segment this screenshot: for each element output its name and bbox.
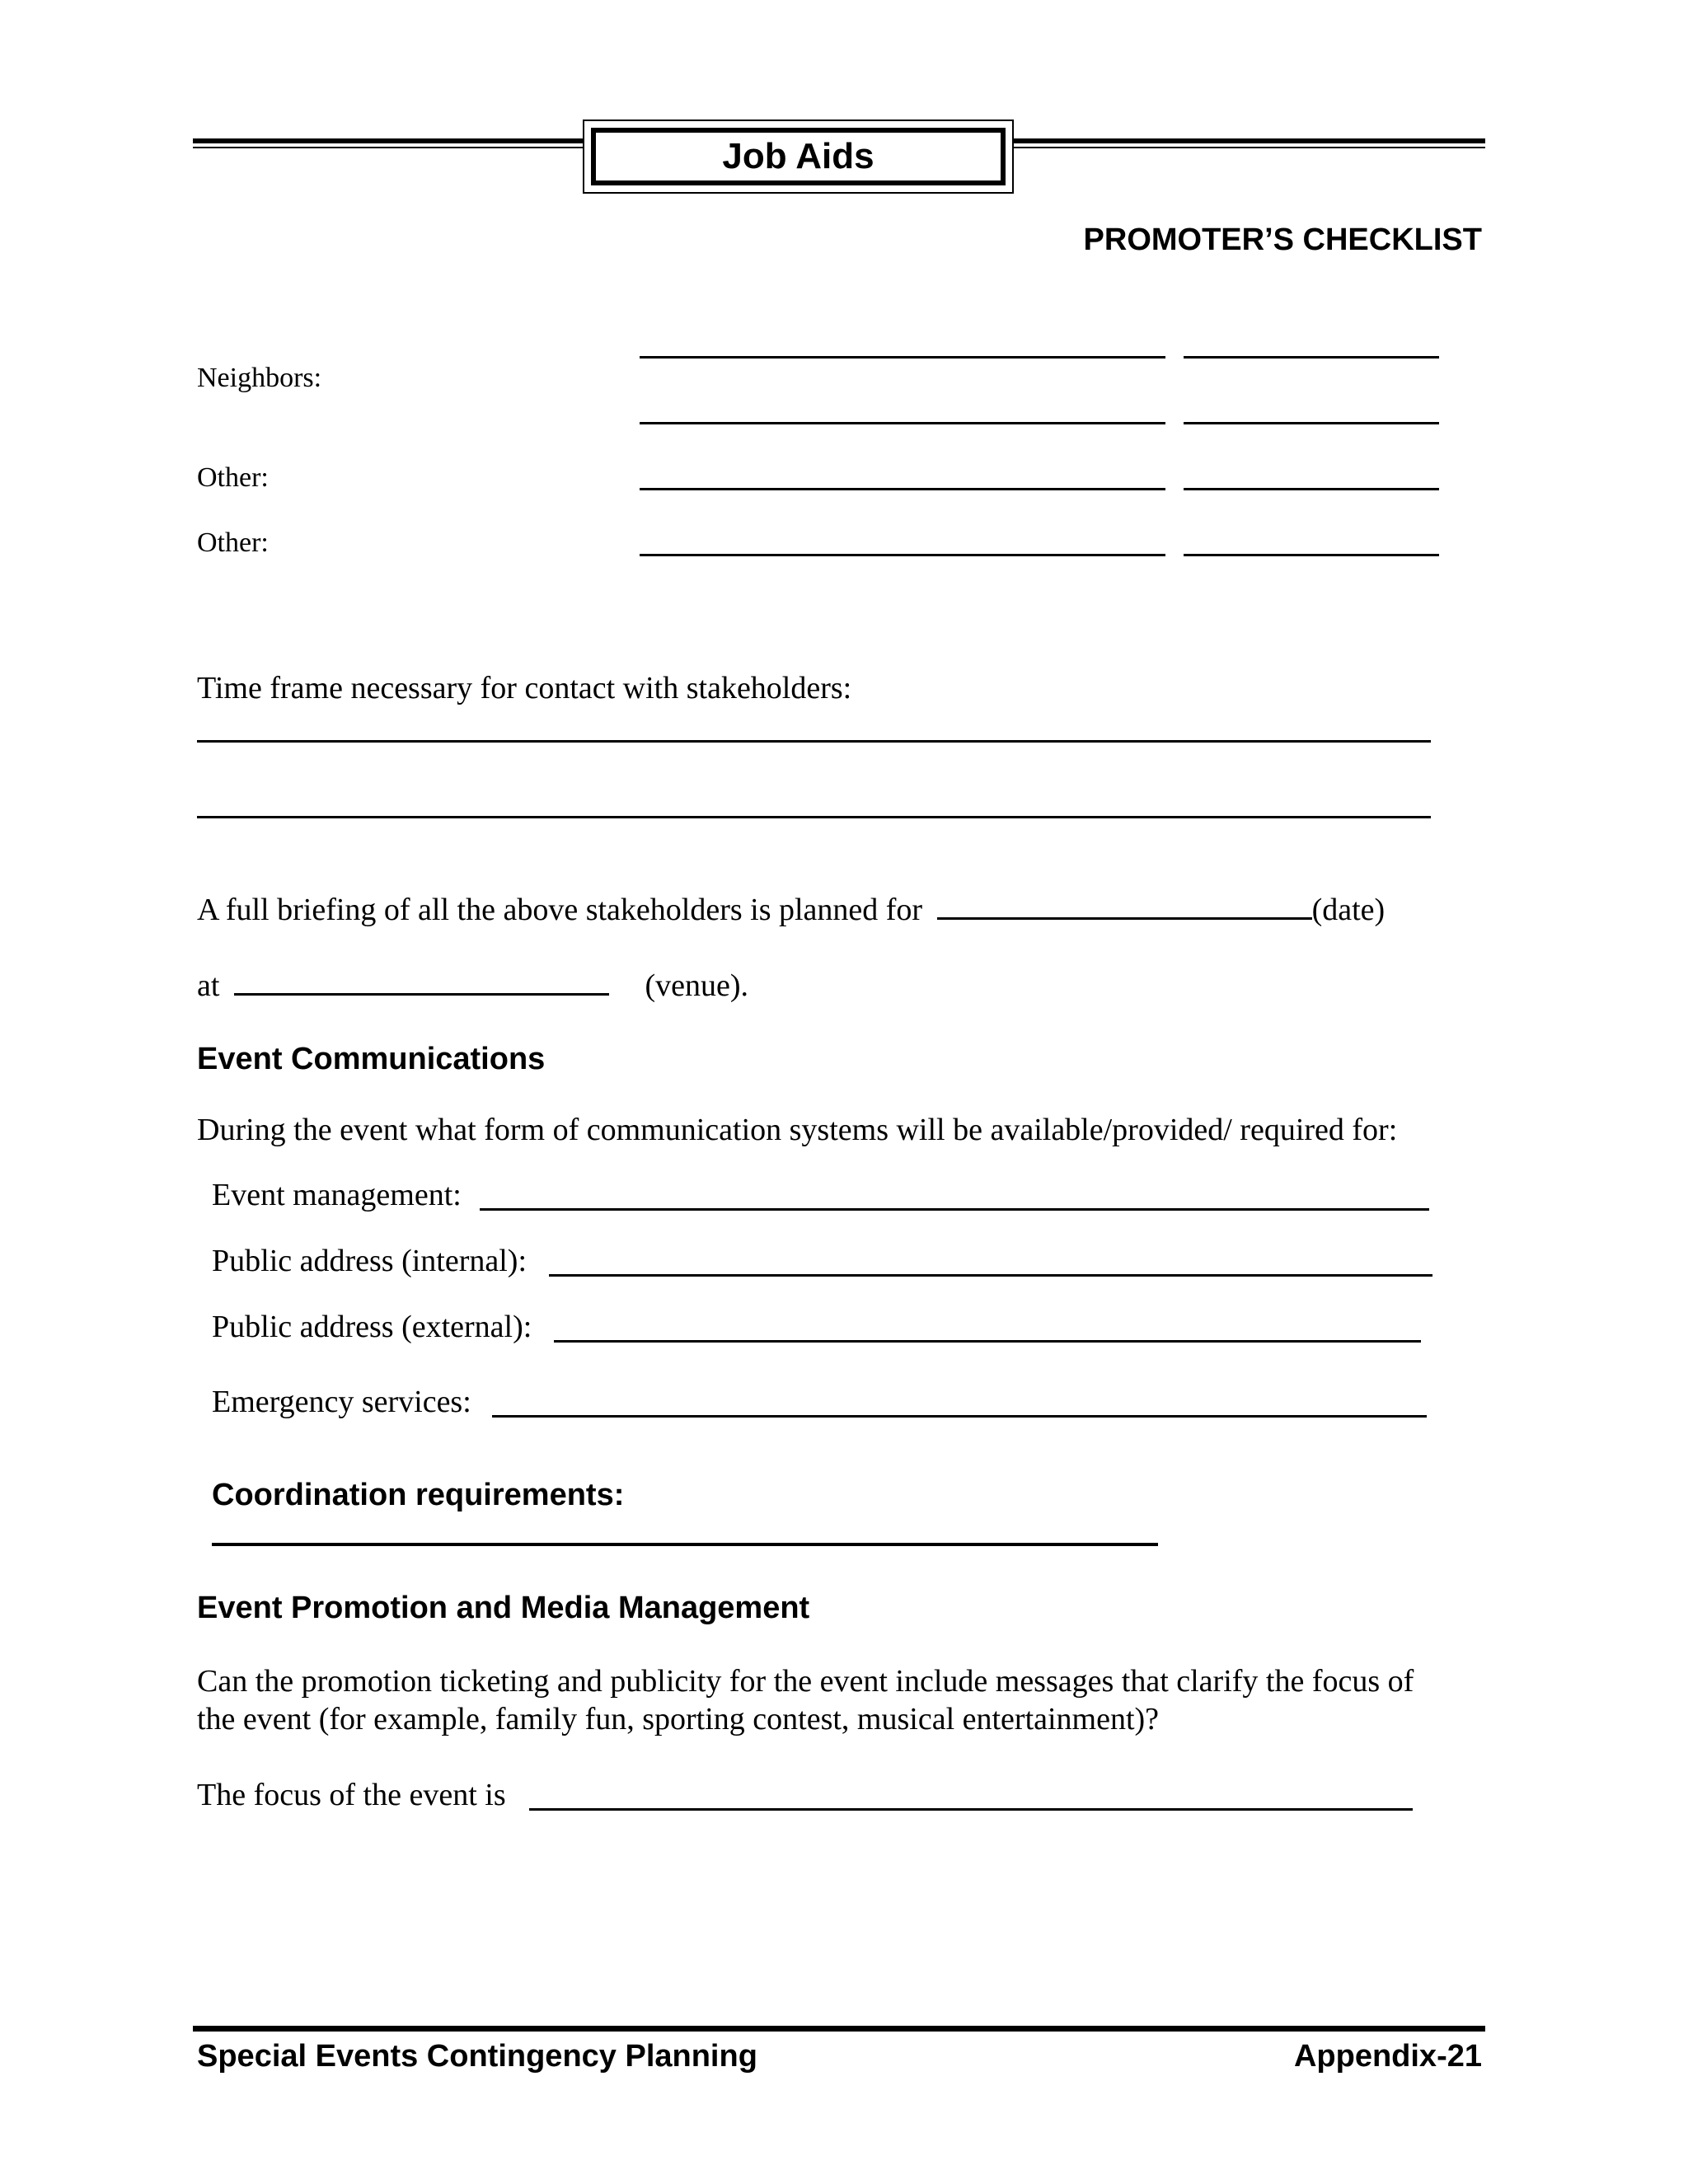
coordination-heading: Coordination requirements: [212,1478,625,1512]
pa-external-field[interactable] [554,1340,1421,1343]
other-label-1: Other: [197,462,269,493]
communications-intro: During the event what form of communication systems will be available/provided/ required for: [197,1113,1398,1147]
event-management-field[interactable] [480,1208,1429,1211]
briefing-text: A full briefing of all the above stakeholders is planned for [197,893,923,927]
pa-internal-label: Public address (internal): [212,1244,528,1278]
other-1-name-line[interactable] [640,488,1165,490]
header-rule-left-thin [193,147,583,148]
event-promotion-heading: Event Promotion and Media Management [197,1591,810,1625]
section-tab-title: Job Aids [591,128,1006,185]
other-label-2: Other: [197,527,269,558]
promotion-question-line-2: the event (for example, family fun, sporting contest, musical entertainment)? [197,1702,1160,1736]
header-rule-right-thin [1014,147,1485,148]
venue-field[interactable] [234,993,609,996]
footer-title: Special Events Contingency Planning [197,2039,757,2074]
neighbors-contact-line-2[interactable] [1184,422,1439,424]
venue-prefix: at [197,968,220,1003]
header-rule-left [193,138,583,143]
other-2-name-line[interactable] [640,554,1165,556]
pa-external-label: Public address (external): [212,1310,532,1344]
time-frame-prompt: Time frame necessary for contact with stakeholders: [197,671,852,705]
neighbors-label: Neighbors: [197,363,322,393]
header-rule-right [1014,138,1485,143]
focus-prompt: The focus of the event is [197,1778,506,1812]
other-2-contact-line[interactable] [1184,554,1439,556]
promotion-question-line-1: Can the promotion ticketing and publicity for the event include messages that clarify the focus of [197,1664,1414,1699]
other-1-contact-line[interactable] [1184,488,1439,490]
event-management-label: Event management: [212,1178,462,1212]
briefing-date-label: (date) [1311,893,1386,927]
focus-field[interactable] [529,1808,1413,1811]
neighbors-name-line-1[interactable] [640,356,1165,359]
briefing-date-field[interactable] [937,917,1312,920]
footer-page-label: Appendix-21 [1293,2039,1482,2074]
section-tab-box [583,120,1014,194]
venue-line [197,970,748,1001]
neighbors-contact-line-1[interactable] [1184,356,1439,359]
footer-rule [193,2026,1485,2032]
coordination-field[interactable] [212,1543,1158,1546]
venue-label: (venue). [645,968,748,1003]
emergency-services-label: Emergency services: [212,1385,471,1419]
checklist-title: PROMOTER’S CHECKLIST [1083,223,1482,257]
time-frame-line-1[interactable] [197,740,1431,743]
pa-internal-field[interactable] [549,1274,1432,1277]
time-frame-line-2[interactable] [197,816,1431,818]
briefing-line [197,894,1385,926]
event-communications-heading: Event Communications [197,1042,546,1076]
neighbors-name-line-2[interactable] [640,422,1165,424]
emergency-services-field[interactable] [492,1415,1427,1418]
